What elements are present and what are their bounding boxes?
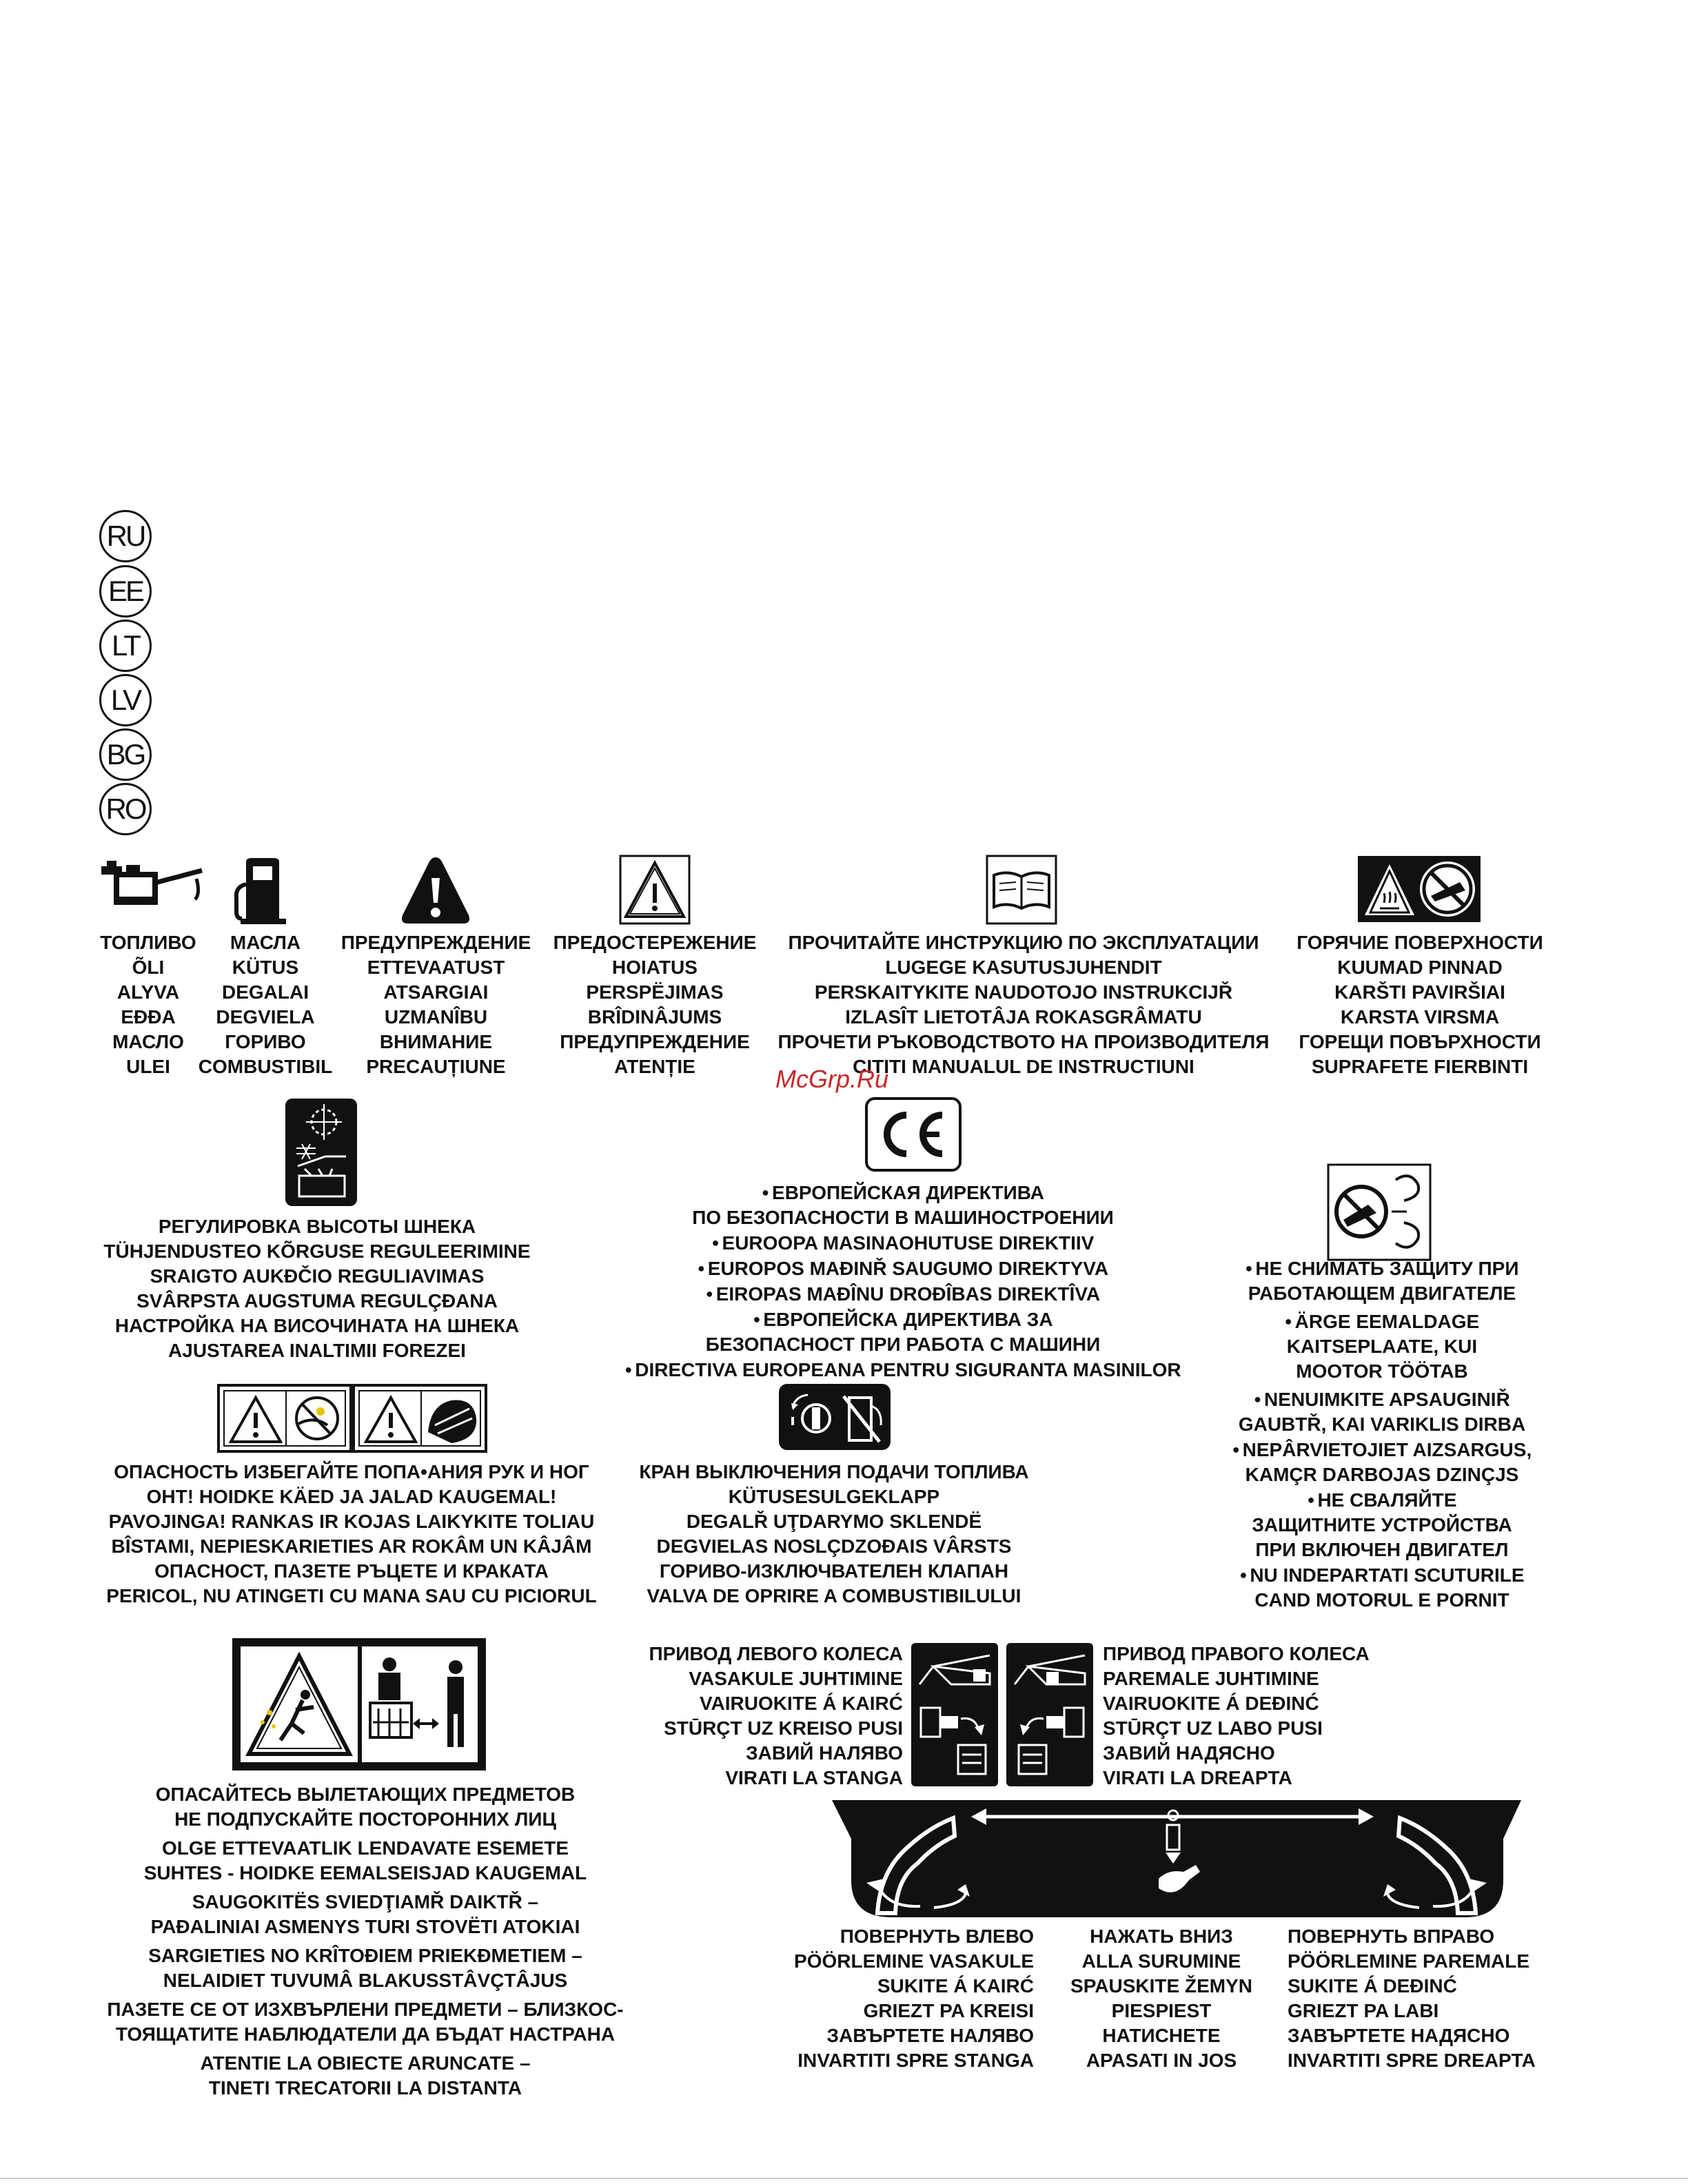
fuel-valve-label: КРАН ВЫКЛЮЧЕНИЯ ПОДАЧИ ТОПЛИВА KÜTUSESULGEKLAPP DEGALŘ UŢDARYMO SKLENDË DEGVIELAS NOSLÇDZOĐAIS VÂRSTS ГОРИВО-ИЗКЛЮЧВАТЕЛЕН КЛАПАН VALVA DE OPRIRE A COMBUSTIBILULUI [639,1461,1029,1606]
lang-badge-ru: RU [99,510,152,562]
lang-badge-ro: RO [99,783,152,835]
hands-feet-icon [217,1384,487,1453]
left-wheel-label: ПРИВОД ЛЕВОГО КОЛЕСА VASAKULE JUHTIMINE VAIRUOKITE Á KAIRĆ STŪRÇT UZ KREISO PUSI ЗАВИЙ НАЛЯВО VIRATI LA STANGA [649,1643,903,1788]
lang-badge-bg: BG [99,728,152,781]
oil-label: ТОПЛИВО ÕLI ALYVA EĐĐA МАСЛО ULEI [100,932,196,1077]
lang-badge-lt: LT [99,620,152,672]
wheel-drive-right-icon [1005,1642,1095,1788]
wheel-drive-left-icon [910,1642,999,1788]
hot-surface-icon [1356,855,1482,923]
fuel-pump-icon [232,857,291,926]
warning-label: ПРЕДУПРЕЖДЕНИЕ ETTEVAATUST ATSARGIAI UZMANÎBU ВНИМАНИЕ PRECAUȚIUNE [340,932,531,1077]
right-wheel-label: ПРИВОД ПРАВОГО КОЛЕСА PAREMALE JUHTIMINE VAIRUOKITE Á DEĐINĆ STŪRÇT UZ LABO PUSI ЗАВИЙ НАДЯСНО VIRATI LA DREAPTA [1103,1643,1370,1788]
ce-directive-label: ● ЕВРОПЕЙСКАЯ ДИРЕКТИВА ПО БЕЗОПАСНОСТИ В МАШИНОСТРОЕНИИ ● EUROOPA MASINAOHUTUSE DIREKTIIV ● EUROPOS MAĐINŘ SAUGUMO DIREKTYVA ● EIROPAS MAĐÎNU DROĐÎBAS DIREKTÎVA ● ЕВРОПЕЙСКА ДИРЕКТИВА ЗА БЕЗОПАСНОСТ ПРИ РАБОТА С МАШИНИ ● DIRECTIVA EUROPEANA PENTRU SIGURANTA MASINILOR [607,1180,1199,1382]
turn-left-label: ПОВЕРНУТЬ ВЛЕВО PÖÖRLEMINE VASAKULE SUKITE Á KAIRĆ GRIEZT PA KREISI ЗАВЪРТЕТЕ НАЛЯВО INVARTITI SPRE STANGA [794,1926,1034,2071]
oil-can-icon [100,858,203,923]
fuel-valve-icon [777,1382,892,1451]
caution-icon [619,855,691,926]
watermark: McGrp.Ru [775,1065,889,1093]
press-down-label: НАЖАТЬ ВНИЗ ALLA SURUMINE SPAUSKITE ŽEMYN PIESPIEST НАТИСНЕТЕ APASATI IN JOS [1070,1926,1252,2071]
chute-control-icon [831,1797,1523,1920]
guard-icon [1327,1163,1432,1261]
manual-label: ПРОЧИТАЙТЕ ИНСТРУКЦИЮ ПО ЭКСПЛУАТАЦИИ LUGEGE KASUTUSJUHENDIT PERSKAITYKITE NAUDOTOJO INSTRUKCIJŘ IZLASÎT LIETOTÂJA ROKASGRÂMATU ПРОЧЕТИ РЪКОВОДСТВОТО НА ПРОИЗВОДИТЕЛЯ CITITI MANUALUL DE INSTRUCTIUNI [777,932,1270,1077]
fuel-label: МАСЛА KÜTUS DEGALAI DEGVIELA ГОРИВО COMBUSTIBIL [198,932,333,1077]
ce-mark-icon [865,1097,962,1172]
hot-label: ГОРЯЧИЕ ПОВЕРХНОСТИ KUUMAD PINNAD KARŠTI PAVIRŠIAI KARSTA VIRSMA ГОРЕЩИ ПОВЪРХНОСТИ SUPRAFETE FIERBINTI [1296,932,1543,1077]
caution-label: ПРЕДОСТЕРЕЖЕНИЕ HOIATUS PERSPËJIMAS BRÎDINÂJUMS ПРЕДУПРЕЖДЕНИЕ ATENȚIE [553,932,757,1077]
lang-badge-lv: LV [99,674,152,726]
turn-right-label: ПОВЕРНУТЬ ВПРАВО PÖÖRLEMINE PAREMALE SUKITE Á DEĐINĆ GRIEZT PA LABI ЗАВЪРТЕТЕ НАДЯСНО INVARTITI SPRE DREAPTA [1288,1926,1536,2071]
thrown-objects-label: ОПАСАЙТЕСЬ ВЫЛЕТАЮЩИХ ПРЕДМЕТОВ НЕ ПОДПУСКАЙТЕ ПОСТОРОННИХ ЛИЦ OLGE ETTEVAATLIK LENDAVATE ESEMETE SUHTES - HOIDKE EEMALSEISJAD KAUGEMAL SAUGOKITËS SVIEDŢIAMŘ DAIKTŘ – PAĐALINIAI ASMENYS TURI STOVËTI ATOKIAI SARGIETIES NO KRÎTOĐIEM PRIEKĐMETIEM – NELAIDIET TUVUMÂ BLAKUSSTÂVÇTÂJUS ПАЗЕТЕ СЕ ОТ ИЗХВЪРЛЕНИ ПРЕДМЕТИ – БЛИЗКОС- ТОЯЩАТИТЕ НАБЛЮДАТЕЛИ ДА БЪДАТ НАСТРАНА ATENTIE LA OBIECTE ARUNCATE – TINETI TRECATORII LA DISTANTA [107,1784,624,2099]
lang-badge-ee: EE [99,565,152,618]
warning-triangle-icon [400,855,472,927]
auger-height-icon [284,1097,358,1207]
hands-feet-label: ОПАСНОСТЬ ИЗБЕГАЙТЕ ПОПА•АНИЯ РУК И НОГ OHT! HOIDKE KÄED JA JALAD KAUGEMAL! PAVOJINGA! RANKAS IR KOJAS LAIKYKITE TOLIAU BÎSTAMI, NEPIESKARIETIES AR ROKÂM UN KÂJÂM ОПАСНОСТ, ПАЗЕТЕ РЪЦЕТЕ И КРАКАТА PERICOL, NU ATINGETI CU MANA SAU CU PICIORUL [106,1461,597,1606]
manual-book-icon [986,855,1058,926]
thrown-objects-icon [231,1637,487,1772]
auger-label: РЕГУЛИРОВКА ВЫСОТЫ ШНЕКА TÜHJENDUSTEO KÕRGUSE REGULEERIMINE SRAIGTO AUKĐČIO REGULIAVIMAS SVÂRPSTA AUGSTUMA REGULÇĐANA НАСТРОЙКА НА ВИСОЧИНАТА НА ШНЕКА AJUSTAREA INALTIMII FOREZEI [103,1216,531,1361]
guard-label: ● НЕ СНИМАТЬ ЗАЩИТУ ПРИ РАБОТАЮЩЕМ ДВИГАТЕЛЕ ● ÄRGE EEMALDAGE KAITSEPLAATE, KUI MOOTOR TÖÖTAB ● NENUIMKITE APSAUGINIŘ GAUBTŘ, KAI VARIKLIS DIRBA ● NEPÂRVIETOJIET AIZSARGUS, KAMÇR DARBOJAS DZINÇJS ● НЕ СВАЛЯЙТЕ ЗАЩИТНИТЕ УСТРОЙСТВА ПРИ ВКЛЮЧЕН ДВИГАТЕЛ ● NU INDEPARTATI SCUTURILE CAND MOTORUL E PORNIT [1227,1256,1537,1613]
page-bottom-rule [0,2178,1688,2179]
